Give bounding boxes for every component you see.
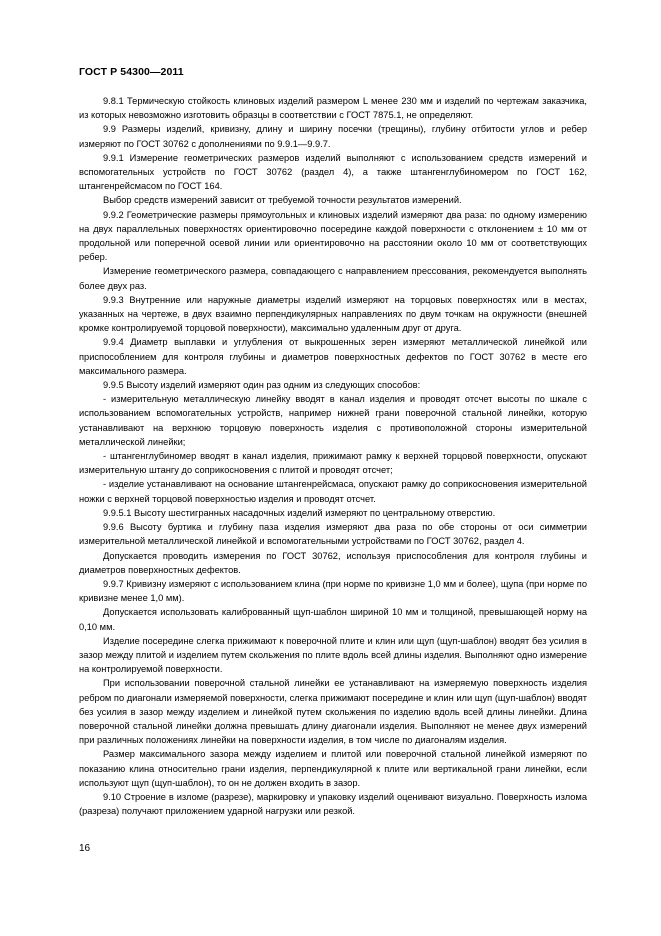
paragraph: При использовании поверочной стальной линейки ее устанавливают на измеряемую поверхность изделия ребром по диагонали измеряемой поверхности, слегка прижимают посередине и клин или щуп (щуп-шаблон) вводят без усилия в зазор между изделием и линейкой путем скольжения по изделию вдоль всей длины линейки. Длина поверочной стальной линейки должна превышать длину диагонали изделия. Выполняют не менее двух измерений при различных положениях линейки на поверхности изделия, в том числе по диагоналям изделия. — [79, 678, 587, 746]
paragraph: 9.9.6 Высоту буртика и глубину паза изделия измеряют два раза по обе стороны от оси симметрии измерительной металлической линейкой и вспомогательными устройствами по ГОСТ 30762, раздел 4. — [79, 522, 587, 547]
list-item: - изделие устанавливают на основание штангенрейсмаса, опускают рамку до соприкосновения измерительной ножки с верхней торцовой поверхностью изделия и проводят отсчет. — [79, 479, 587, 504]
paragraph: Измерение геометрического размера, совпадающего с направлением прессования, рекомендуется выполнять более двух раз. — [79, 266, 587, 291]
page-number: 16 — [79, 843, 91, 854]
list-item: - штангенглубиномер вводят в канал изделия, прижимают рамку к верхней торцовой поверхности, опускают измерительную штангу до соприкосновения с плитой и проводят отсчет; — [79, 451, 587, 476]
paragraph: Допускается использовать калиброванный щуп-шаблон шириной 10 мм и толщиной, превышающей норму на 0,10 мм. — [79, 607, 587, 632]
paragraph: Изделие посередине слегка прижимают к поверочной плите и клин или щуп (щуп-шаблон) вводят без усилия в зазор между плитой и изделием путем скольжения по плите вдоль всей длины изделия. Выполняют одно измерение на контролируемой поверхности. — [79, 635, 587, 675]
paragraph: 9.9.5.1 Высоту шестигранных насадочных изделий измеряют по центральному отверстию. — [103, 507, 496, 518]
paragraph: 9.8.1 Термическую стойкость клиновых изделий размером L менее 230 мм и изделий по чертежам заказчика, из которых невозможно изготовить образцы в соответствии с ГОСТ 7875.1, не определяют. — [79, 96, 587, 121]
paragraph: Размер максимального зазора между изделием и плитой или поверочной стальной линейкой измеряют по показанию клина относительно грани изделия, перпендикулярной к плите или вертикальной грани линейки, если используют щуп (щуп-шаблон), то он не должен входить в зазор. — [79, 749, 587, 788]
paragraph: 9.9.3 Внутренние или наружные диаметры изделий измеряют на торцовых поверхностях или в местах, указанных на чертеже, в двух взаимно перпендикулярных направлениях по двум точкам на окружности (внешней кромке контролируемой торцовой поверхности), максимально удаленным друг от друга. — [79, 294, 587, 334]
paragraph: 9.9 Размеры изделий, кривизну, длину и ширину посечки (трещины), глубину отбитости углов и ребер измеряют по ГОСТ 30762 с дополнениями по 9.9.1—9.9.7. — [79, 124, 587, 149]
paragraph: 9.9.1 Измерение геометрических размеров изделий выполняют с использованием средств измерений и вспомогательных устройств по ГОСТ 30762 (раздел 4), а также штангенглубиномером по ГОСТ 162, штангенрейсмасом по ГОСТ 164. — [79, 152, 587, 192]
paragraph: 9.9.2 Геометрические размеры прямоугольных и клиновых изделий измеряют два раза: по одному измерению на двух параллельных поверхностях ориентировочно посередине каждой поверхности с отклонением ± 10 мм от продольной или поперечной осевой линии или ориентировочно на расстоянии около 10 мм от соответствующих ребер. — [79, 209, 587, 263]
standard-header: ГОСТ Р 54300—2011 — [79, 66, 184, 78]
paragraph: 9.9.5 Высоту изделий измеряют один раз одним из следующих способов: — [103, 380, 421, 391]
paragraph: Допускается проводить измерения по ГОСТ 30762, используя приспособления для контроля глубины и диаметров поверхностных дефектов. — [79, 550, 587, 575]
paragraph: 9.9.7 Кривизну измеряют с использованием клина (при норме по кривизне 1,0 мм и более), щупа (при норме по кривизне менее 1,0 мм). — [79, 578, 587, 604]
document-body — [79, 94, 587, 818]
paragraph: 9.10 Строение в изломе (разрезе), маркировку и упаковку изделий оценивают визуально. Поверхность излома (разреза) получают приложением ударной нагрузки или резкой. — [79, 791, 587, 817]
paragraph: Выбор средств измерений зависит от требуемой точности результатов измерений. — [103, 195, 462, 206]
list-item: - измерительную металлическую линейку вводят в канал изделия и проводят отсчет высоты по шкале с использованием вспомогательных устройств, например нижней грани поверочной стальной линейки, которую устанавливают на верхнюю торцовую поверхность изделия с противоположной стороны измерительной металлической линейки; — [79, 394, 587, 447]
paragraph: 9.9.4 Диаметр выплавки и углубления от выкрошенных зерен измеряют металлической линейкой или приспособлением для контроля глубины и диаметров поверхностных дефектов по ГОСТ 30762 в месте его максимального размера. — [79, 337, 587, 376]
